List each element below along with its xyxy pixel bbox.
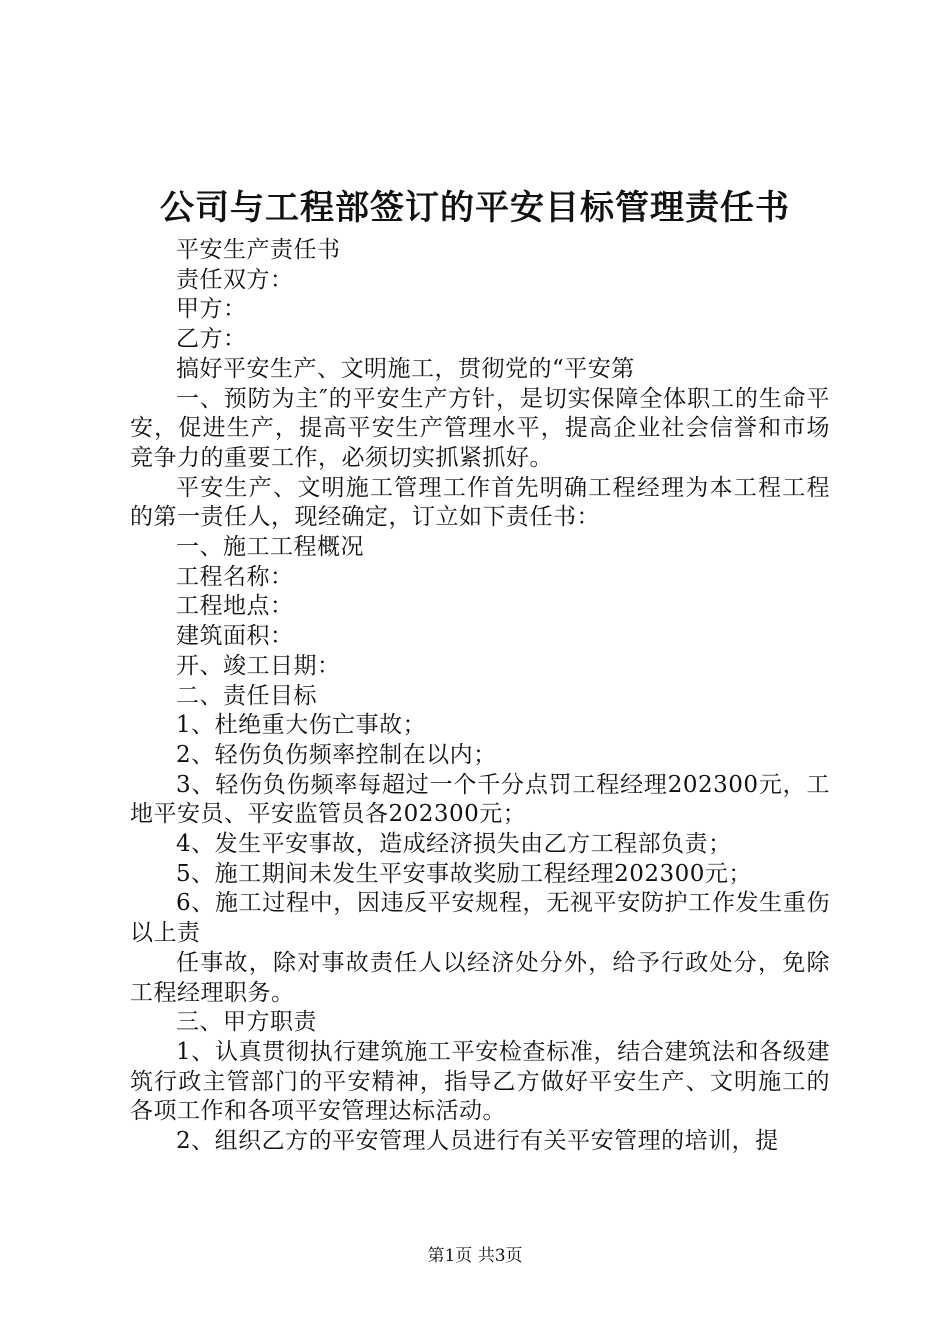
page-number-footer: 第1页 共3页 bbox=[427, 1246, 523, 1266]
paragraph: 6、施工过程中，因违反平安规程，无视平安防护工作发生重伤以上责 bbox=[130, 890, 830, 947]
document-body bbox=[130, 236, 830, 1157]
paragraph: 任事故，除对事故责任人以经济处分外，给予行政处分，免除工程经理职务。 bbox=[130, 949, 830, 1006]
paragraph: 2、轻伤负伤频率控制在以内； bbox=[176, 741, 497, 768]
paragraph: 1、杜绝重大伤亡事故； bbox=[176, 712, 427, 739]
paragraph: 责任双方： bbox=[176, 266, 294, 293]
document-title: 公司与工程部签订的平安目标管理责任书 bbox=[160, 188, 790, 228]
paragraph: 1、认真贯彻执行建筑施工平安检查标准，结合建筑法和各级建筑行政主管部门的平安精神，指导乙方做好平安生产、文明施工的各项工作和各项平安管理达标活动。 bbox=[130, 1038, 830, 1125]
paragraph: 工程名称： bbox=[176, 563, 294, 590]
paragraph: 一、预防为主″的平安生产方针，是切实保障全体职工的生命平安，促进生产，提高平安生产管理水平，提高企业社会信誉和市场竞争力的重要工作，必须切实抓紧抓好。 bbox=[130, 385, 830, 471]
paragraph: 3、轻伤负伤频率每超过一个千分点罚工程经理202300元，工地平安员、平安监管员各202300元； bbox=[130, 771, 830, 828]
paragraph: 一、施工工程概况 bbox=[176, 534, 364, 561]
paragraph: 乙方： bbox=[176, 326, 247, 353]
paragraph: 搞好平安生产、文明施工，贯彻党的“平安第 bbox=[176, 355, 635, 382]
paragraph: 2、组织乙方的平安管理人员进行有关平安管理的培训，提 bbox=[176, 1128, 779, 1155]
paragraph: 5、施工期间未发生平安事故奖励工程经理202300元； bbox=[176, 860, 752, 887]
paragraph: 平安生产、文明施工管理工作首先明确工程经理为本工程工程的第一责任人，现经确定，订立如下责任书： bbox=[130, 474, 830, 531]
paragraph: 平安生产责任书 bbox=[176, 237, 341, 263]
paragraph: 工程地点： bbox=[176, 593, 294, 620]
paragraph: 开、竣工日期： bbox=[176, 652, 341, 679]
paragraph: 三、甲方职责 bbox=[176, 1009, 317, 1036]
paragraph: 建筑面积： bbox=[176, 623, 294, 650]
paragraph: 4、发生平安事故，造成经济损失由乙方工程部负责； bbox=[176, 831, 732, 858]
paragraph: 甲方： bbox=[176, 296, 247, 323]
paragraph: 二、责任目标 bbox=[176, 682, 317, 709]
